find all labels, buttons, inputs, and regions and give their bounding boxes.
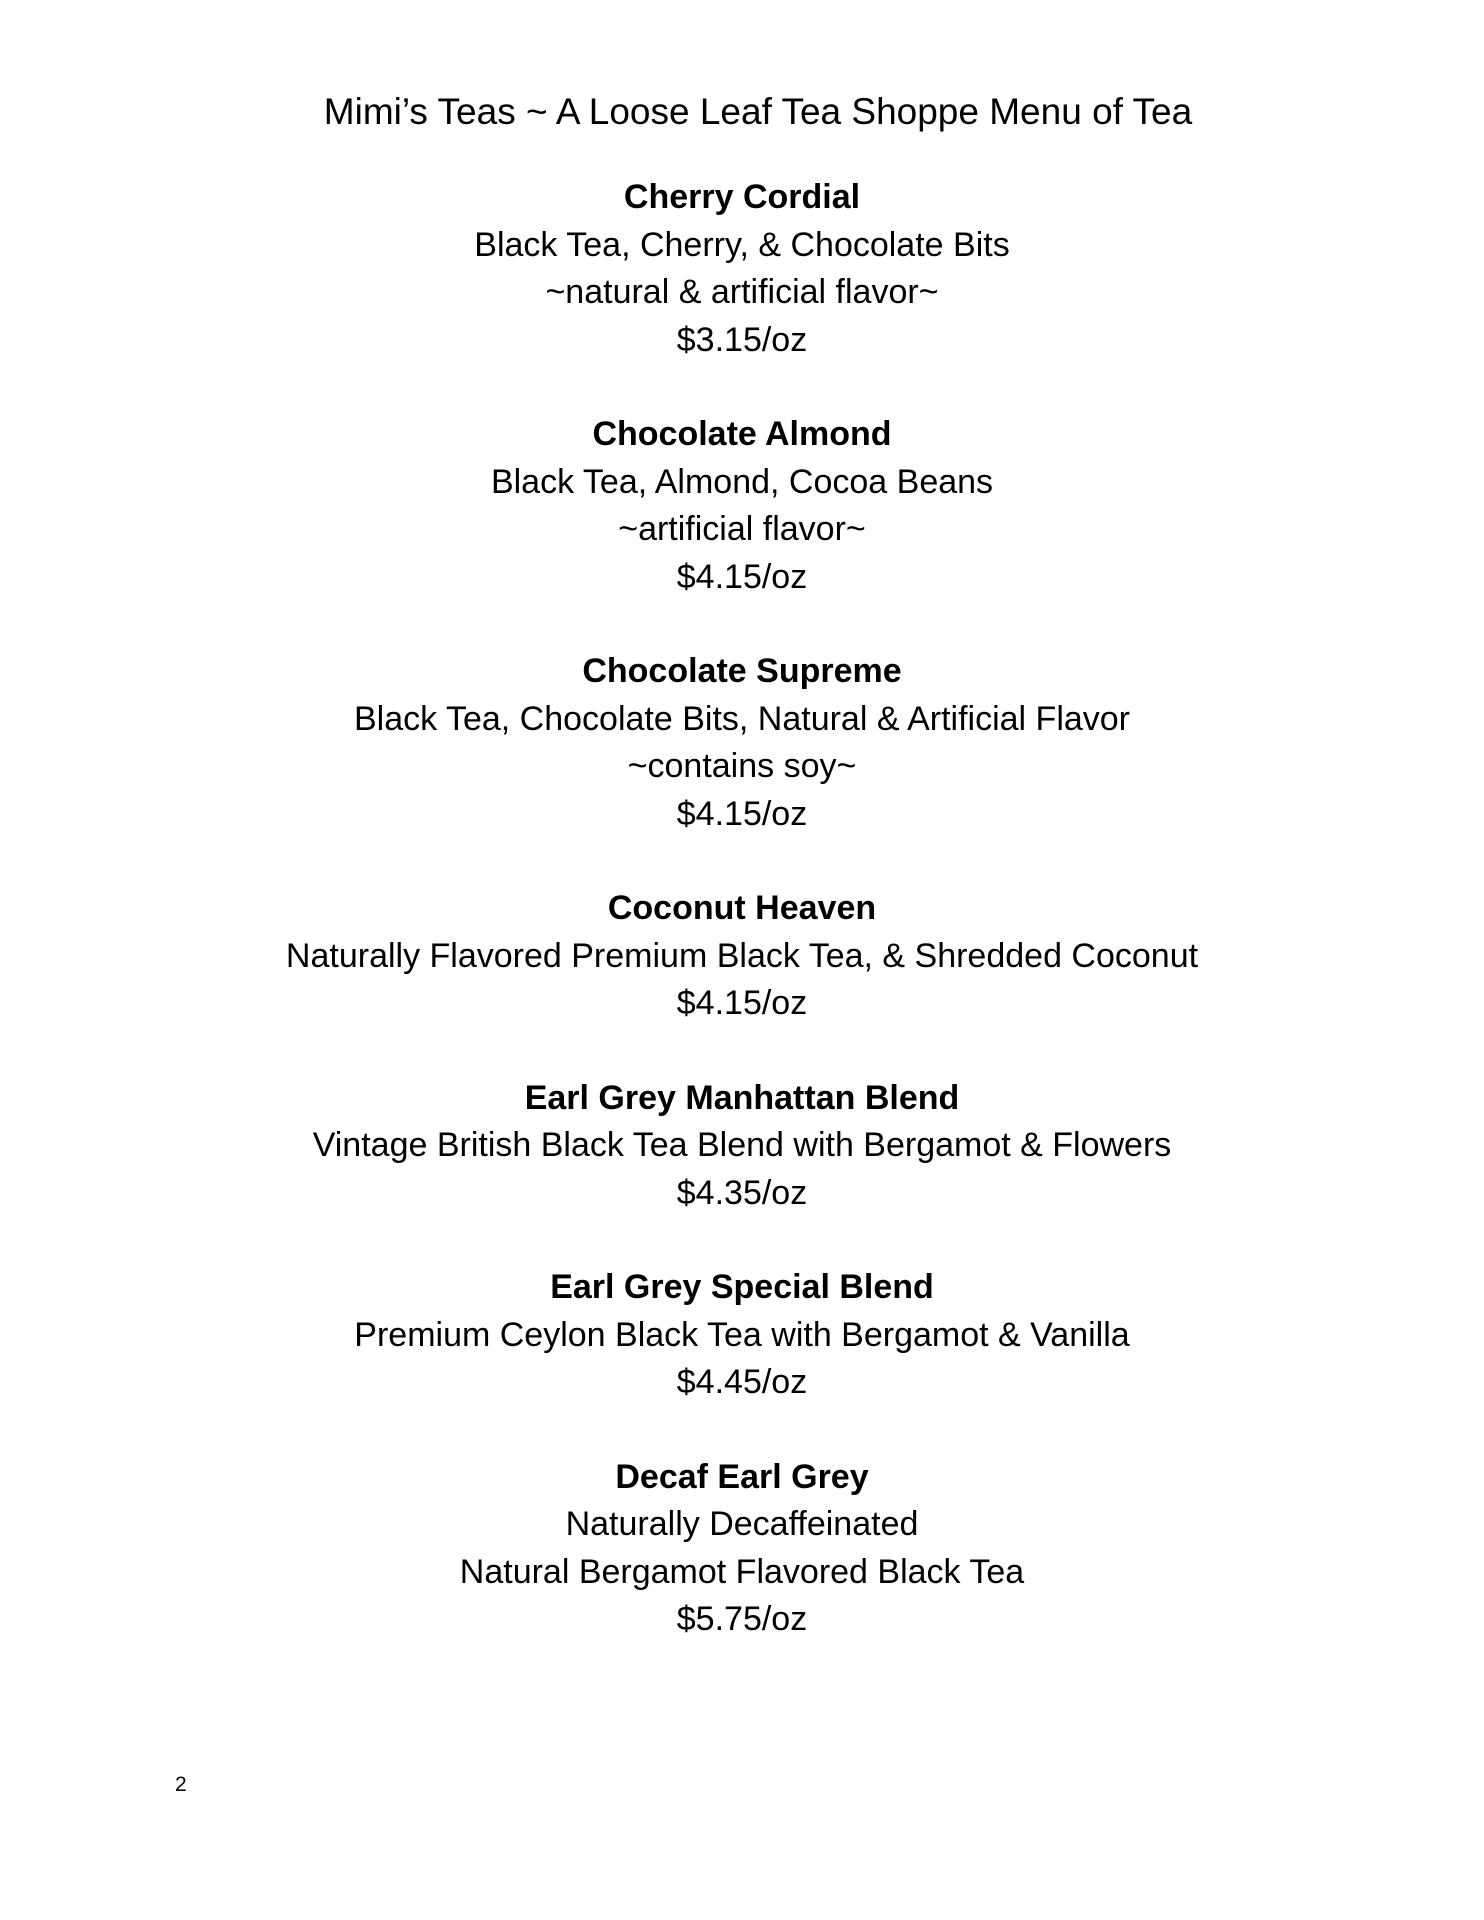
tea-name: Earl Grey Manhattan Blend — [524, 1078, 960, 1117]
tea-description: Black Tea, Almond, Cocoa Beans — [490, 462, 994, 501]
tea-item-coconut-heaven — [0, 885, 1484, 1028]
tea-item-chocolate-almond — [0, 411, 1484, 601]
tea-item-cherry-cordial — [0, 174, 1484, 364]
tea-price: $4.45/oz — [676, 1363, 808, 1401]
tea-item-earl-grey-special-blend — [0, 1264, 1484, 1407]
tea-flavor-note: ~natural & artificial flavor~ — [545, 273, 939, 311]
tea-item-decaf-earl-grey — [0, 1454, 1484, 1644]
page-number: 2 — [175, 1773, 187, 1796]
tea-name: Coconut Heaven — [607, 889, 877, 927]
tea-item-earl-grey-manhattan-blend — [0, 1075, 1484, 1218]
tea-description: Natural Bergamot Flavored Black Tea — [459, 1552, 1025, 1591]
tea-price: $4.15/oz — [676, 557, 808, 596]
tea-flavor-note: ~contains soy~ — [627, 747, 857, 785]
tea-price: $4.35/oz — [676, 1173, 808, 1212]
tea-name: Earl Grey Special Blend — [550, 1268, 934, 1306]
tea-description: Premium Ceylon Black Tea with Bergamot & Vanilla — [354, 1315, 1130, 1354]
tea-list — [0, 174, 1484, 1691]
tea-price: $5.75/oz — [676, 1600, 808, 1638]
tea-description: Naturally Decaffeinated — [565, 1505, 919, 1543]
tea-flavor-note: ~artificial flavor~ — [618, 510, 866, 548]
page-title: Mimi’s Teas ~ A Loose Leaf Tea Shoppe Menu of Tea — [323, 91, 1193, 132]
tea-description: Naturally Flavored Premium Black Tea, & Shredded Coconut — [285, 936, 1199, 975]
tea-name: Decaf Earl Grey — [615, 1457, 869, 1496]
tea-description: Black Tea, Cherry, & Chocolate Bits — [474, 225, 1010, 264]
tea-item-chocolate-supreme — [0, 648, 1484, 838]
tea-name: Cherry Cordial — [623, 178, 861, 216]
tea-description: Black Tea, Chocolate Bits, Natural & Artificial Flavor — [353, 699, 1131, 738]
tea-price: $4.15/oz — [676, 794, 808, 833]
tea-price: $3.15/oz — [676, 320, 808, 359]
tea-price: $4.15/oz — [676, 984, 808, 1022]
tea-name: Chocolate Supreme — [582, 652, 902, 690]
tea-name: Chocolate Almond — [592, 415, 892, 453]
tea-description: Vintage British Black Tea Blend with Bergamot & Flowers — [312, 1126, 1172, 1164]
